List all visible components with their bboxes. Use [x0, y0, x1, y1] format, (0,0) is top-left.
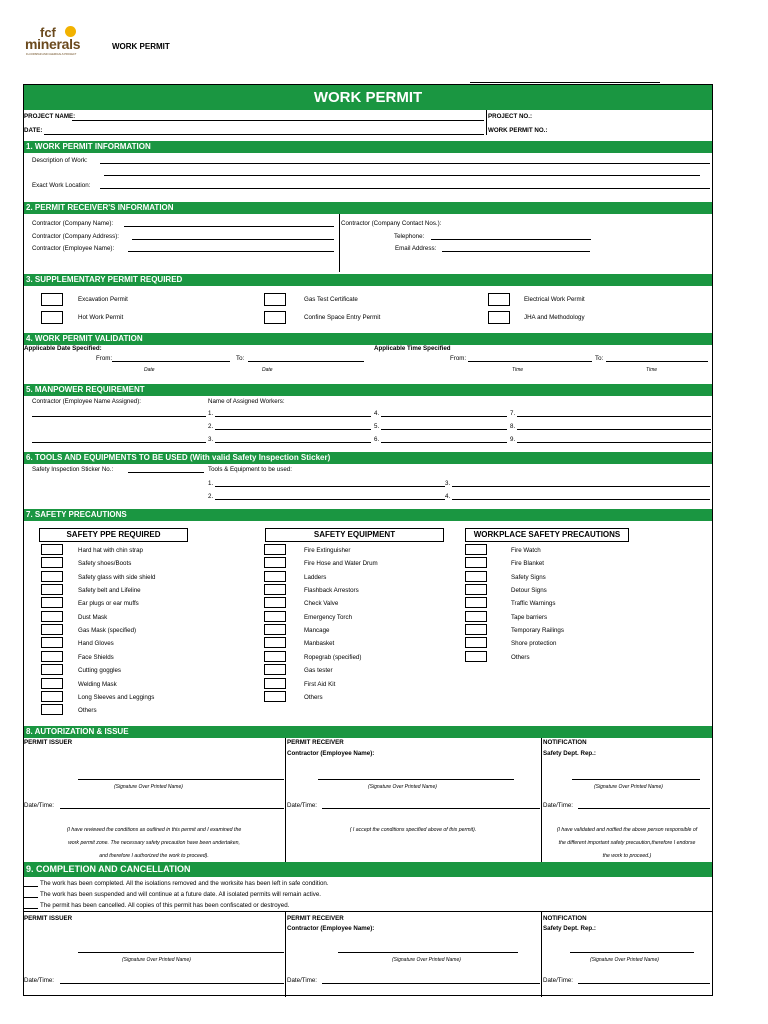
s8-notification-note-1: (I have validated and notfied the above person responsible of	[556, 827, 698, 833]
ppe-item-label: Safety shoes/Boots	[78, 560, 132, 568]
workplace-item-checkbox[interactable]	[465, 651, 487, 662]
workplace-item-label: Fire Blanket	[511, 560, 545, 568]
equipment-item-label: Ropegrab (specified)	[304, 653, 362, 661]
ppe-item-label: Safety belt and Lifeline	[78, 587, 141, 595]
s9-contractor-employee: Contractor (Employee Name):	[287, 925, 375, 932]
electrical-permit-checkbox[interactable]	[488, 293, 510, 306]
ppe-item-checkbox[interactable]	[41, 637, 63, 648]
completion-line-1: The work has been completed. All the isolations removed and the worksite has been left in safe condition.	[40, 880, 329, 887]
applicable-date-label: Applicable Date Specified:	[24, 345, 102, 352]
location-label: Exact Work Location:	[32, 182, 91, 189]
workplace-item-label: Shore protection	[511, 640, 557, 648]
workplace-item-label: Safety Signs	[511, 573, 546, 581]
equipment-item-label: Emergency Torch	[304, 613, 353, 621]
ppe-item-checkbox[interactable]	[41, 544, 63, 555]
ppe-item-label: Hard hat with chin strap	[78, 547, 143, 554]
company-address-label: Contractor (Company Address):	[32, 233, 120, 240]
excavation-permit-label: Excavation Permit	[78, 296, 128, 303]
workplace-item-checkbox[interactable]	[465, 584, 487, 595]
equipment-item-checkbox[interactable]	[264, 678, 286, 689]
section-3-header: 3. SUPPLEMENTARY PERMIT REQUIRED	[24, 274, 712, 286]
s9-sig-caption-1: (Signature Over Printed Name)	[122, 957, 191, 963]
assigned-workers-label: Name of Assigned Workers:	[208, 398, 285, 405]
s8-datetime-2: Date/Time:	[287, 802, 318, 809]
s8-issuer-note-1: (I have reviewed the conditions as outlined in this permit and I examined the	[66, 827, 242, 833]
s9-sig-caption-3: (Signature Over Printed Name)	[590, 957, 659, 963]
time-from-label: From:	[450, 355, 467, 362]
logo-tagline: FLUORSPAR AND CHEMICALS PROJECT	[26, 53, 77, 56]
s8-datetime-3: Date/Time:	[543, 802, 574, 809]
ppe-item-label: Face Shields	[78, 653, 114, 661]
ppe-item-checkbox[interactable]	[41, 611, 63, 622]
equipment-item-checkbox[interactable]	[264, 544, 286, 555]
applicable-time-label: Applicable Time Specified	[374, 345, 451, 352]
logo-name: minerals	[25, 36, 81, 52]
equipment-item-checkbox[interactable]	[264, 637, 286, 648]
time-caption-2: Time	[646, 367, 658, 373]
gas-test-checkbox[interactable]	[264, 293, 286, 306]
equipment-item-checkbox[interactable]	[264, 611, 286, 622]
equipment-item-checkbox[interactable]	[264, 664, 286, 675]
logo-top-text: fcf	[40, 25, 56, 40]
time-to-label: To:	[595, 355, 604, 362]
worker-num-2: 2.	[208, 423, 214, 430]
s8-notification-note-3: the work to proceed.)	[602, 853, 652, 859]
worker-num-3: 3.	[208, 436, 214, 443]
email-label: Email Address:	[395, 245, 437, 252]
worker-num-9: 9.	[510, 436, 516, 443]
section-6-header: 6. TOOLS AND EQUIPMENTS TO BE USED (With valid Safety Inspection Sticker)	[24, 452, 712, 464]
equipment-item-label: Gas tester	[304, 667, 333, 675]
employee-name-label: Contractor (Employee Name):	[32, 245, 115, 252]
s9-datetime-1: Date/Time:	[24, 977, 55, 984]
ppe-item-label: Safety glass with side shield	[78, 573, 156, 581]
ppe-item-label: Others	[78, 707, 97, 715]
workplace-item-checkbox[interactable]	[465, 637, 487, 648]
confined-space-label: Confine Space Entry Permit	[304, 314, 381, 321]
equipment-item-label: Ladders	[304, 573, 327, 581]
equipment-item-checkbox[interactable]	[264, 651, 286, 662]
s8-receiver-note: ( I accept the conditions specified above of this permit).	[349, 827, 477, 833]
ppe-item-checkbox[interactable]	[41, 651, 63, 662]
tool-num-2: 2.	[208, 493, 214, 500]
ppe-item-checkbox[interactable]	[41, 597, 63, 608]
s9-sig-caption-2: (Signature Over Printed Name)	[392, 957, 461, 963]
equipment-item-checkbox[interactable]	[264, 597, 286, 608]
section-2-header: 2. PERMIT RECEIVER'S INFORMATION	[24, 202, 712, 214]
s8-sig-caption-2: (Signature Over Printed Name)	[368, 784, 437, 790]
section-7-header: 7. SAFETY PRECAUTIONS	[24, 509, 712, 521]
section-5-header: 5. MANPOWER REQUIREMENT	[24, 384, 712, 396]
completion-line-3: The permit has been cancelled. All copies of this permit has been confiscated or destroyed.	[40, 902, 290, 909]
equipment-item-checkbox[interactable]	[264, 624, 286, 635]
ppe-item-checkbox[interactable]	[41, 571, 63, 582]
jha-label: JHA and Methodology	[524, 314, 585, 321]
tool-num-1: 1.	[208, 480, 214, 487]
contractor-assigned-label: Contractor (Employee Name Assigned):	[32, 398, 142, 405]
section-9-header: 9. COMPLETION AND CANCELLATION	[24, 862, 712, 877]
confined-space-checkbox[interactable]	[264, 311, 286, 324]
equipment-item-label: Flashback Arrestors	[304, 587, 359, 595]
s8-permit-receiver: PERMIT RECEIVER	[287, 739, 344, 746]
date-to-label: To:	[236, 355, 245, 362]
worker-num-6: 6.	[374, 436, 380, 443]
time-caption-1: Time	[512, 367, 524, 373]
s9-permit-issuer: PERMIT ISSUER	[24, 915, 73, 922]
worker-num-4: 4.	[374, 410, 380, 417]
s8-contractor-employee: Contractor (Employee Name):	[287, 750, 375, 757]
workplace-item-label: Tape barriers	[511, 613, 548, 621]
ppe-item-label: Cutting goggles	[78, 667, 121, 675]
workplace-item-checkbox[interactable]	[465, 611, 487, 622]
tools-label: Tools & Equipment to be used:	[208, 466, 292, 473]
equipment-column-title: SAFETY EQUIPMENT	[265, 528, 444, 542]
company-logo	[24, 26, 96, 60]
date-label: DATE:	[24, 127, 43, 134]
project-no-label: PROJECT NO.:	[488, 113, 533, 120]
sticker-label: Safety Inspection Sticker No.:	[32, 466, 114, 473]
ppe-item-checkbox[interactable]	[41, 691, 63, 702]
tool-num-4: 4.	[445, 493, 451, 500]
ppe-item-checkbox[interactable]	[41, 664, 63, 675]
work-permit-form	[23, 84, 713, 996]
workplace-item-checkbox[interactable]	[465, 557, 487, 568]
ppe-item-label: Dust Mask	[78, 613, 108, 621]
equipment-item-label: First Aid Kit	[304, 680, 336, 688]
ppe-item-checkbox[interactable]	[41, 557, 63, 568]
completion-line-2: The work has been suspended and will continue at a future date. All isolated permits will remain active.	[40, 891, 321, 898]
worker-num-8: 8.	[510, 423, 516, 430]
worker-num-7: 7.	[510, 410, 516, 417]
s9-datetime-3: Date/Time:	[543, 977, 574, 984]
date-caption-2: Date	[262, 367, 273, 373]
workplace-item-checkbox[interactable]	[465, 544, 487, 555]
ppe-item-label: Ear plugs or ear muffs	[78, 600, 139, 608]
workplace-item-label: Others	[511, 653, 530, 661]
s9-safety-rep: Safety Dept. Rep.:	[543, 925, 596, 932]
ppe-item-checkbox[interactable]	[41, 584, 63, 595]
workplace-item-label: Fire Watch	[511, 547, 541, 554]
ppe-item-label: Long Sleeves and Leggings	[78, 693, 155, 701]
equipment-item-checkbox[interactable]	[264, 571, 286, 582]
workplace-item-label: Traffic Warnings	[511, 600, 556, 608]
equipment-item-label: Others	[304, 693, 323, 701]
work-permit-no-label: WORK PERMIT NO.:	[488, 127, 548, 134]
ppe-column-title: SAFETY PPE REQUIRED	[39, 528, 188, 542]
s8-sig-caption-1: (Signature Over Printed Name)	[114, 784, 183, 790]
project-name-label: PROJECT NAME:	[24, 113, 76, 120]
s8-datetime-1: Date/Time:	[24, 802, 55, 809]
s8-issuer-note-2: work permit zone. The necessary safety precaution have been undertaken,	[68, 840, 240, 846]
section-4-header: 4. WORK PERMIT VALIDATION	[24, 333, 712, 345]
section-8-header: 8. AUTORIZATION & ISSUE	[24, 726, 712, 738]
ppe-item-checkbox[interactable]	[41, 678, 63, 689]
s8-issuer-note-3: and therefore I authorized the work to proceed).	[99, 853, 209, 859]
ppe-item-checkbox[interactable]	[41, 624, 63, 635]
workplace-item-checkbox[interactable]	[465, 597, 487, 608]
date-caption-1: Date	[144, 367, 155, 373]
equipment-item-label: Check Valve	[304, 600, 339, 608]
equipment-item-checkbox[interactable]	[264, 584, 286, 595]
hot-work-label: Hot Work Permit	[78, 314, 124, 321]
worker-num-5: 5.	[374, 423, 380, 430]
ppe-item-label: Hand Gloves	[78, 640, 114, 648]
section-1-header: 1. WORK PERMIT INFORMATION	[24, 141, 712, 153]
equipment-item-checkbox[interactable]	[264, 691, 286, 702]
equipment-item-label: Fire Hose and Water Drum	[304, 560, 378, 568]
s8-notification: NOTIFICATION	[543, 739, 587, 746]
hot-work-checkbox[interactable]	[41, 311, 63, 324]
ppe-item-label: Welding Mask	[78, 680, 117, 688]
excavation-permit-checkbox[interactable]	[41, 293, 63, 306]
ppe-item-label: Gas Mask (specified)	[78, 627, 137, 635]
s8-safety-rep: Safety Dept. Rep.:	[543, 750, 596, 757]
form-title: WORK PERMIT	[24, 85, 712, 110]
equipment-item-label: Fire Extinguisher	[304, 547, 351, 554]
telephone-label: Telephone:	[394, 233, 425, 240]
s9-permit-receiver: PERMIT RECEIVER	[287, 915, 344, 922]
gas-test-label: Gas Test Certificate	[304, 296, 358, 303]
workplace-item-label: Detour Signs	[511, 587, 547, 595]
workplace-item-checkbox[interactable]	[465, 624, 487, 635]
s9-notification: NOTIFICATION	[543, 915, 587, 922]
date-from-label: From:	[96, 355, 113, 362]
s9-datetime-2: Date/Time:	[287, 977, 318, 984]
electrical-permit-label: Electrical Work Permit	[524, 296, 585, 303]
tool-num-3: 3.	[445, 480, 451, 487]
worker-num-1: 1.	[208, 410, 214, 417]
workplace-item-label: Temporary Railings	[511, 627, 564, 635]
ppe-item-checkbox[interactable]	[41, 704, 63, 715]
company-name-label: Contractor (Company Name):	[32, 220, 114, 227]
jha-checkbox[interactable]	[488, 311, 510, 324]
s8-permit-issuer: PERMIT ISSUER	[24, 739, 73, 746]
workplace-item-checkbox[interactable]	[465, 571, 487, 582]
description-label: Description of Work:	[32, 157, 88, 164]
equipment-item-label: Manbasket	[304, 640, 335, 648]
s8-sig-caption-3: (Signature Over Printed Name)	[594, 784, 663, 790]
contact-label: Contractor (Company Contact Nos.):	[341, 220, 442, 227]
equipment-item-checkbox[interactable]	[264, 557, 286, 568]
equipment-item-label: Mancage	[304, 627, 330, 635]
workplace-column-title: WORKPLACE SAFETY PRECAUTIONS	[465, 528, 629, 542]
header-label: WORK PERMIT	[112, 42, 170, 51]
s8-notification-note-2: the different important safety precaution,therefore I endorse	[558, 840, 696, 846]
